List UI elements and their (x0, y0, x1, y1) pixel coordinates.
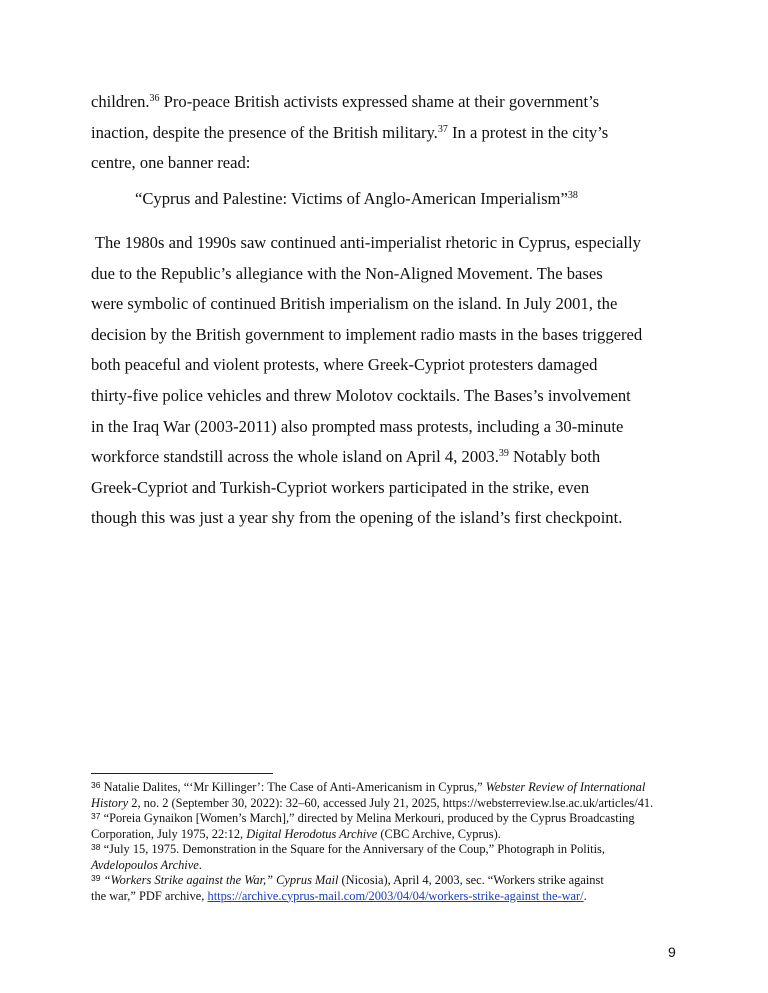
text-line: in the Iraq War (2003-2011) also prompted mass protests, including a 30-minute (91, 416, 624, 436)
text-line (91, 87, 691, 118)
text-line: centre, one banner read: (91, 153, 251, 173)
paragraph-anti-imperialism (91, 228, 691, 534)
footnote-line (91, 858, 691, 874)
text-run: Corporation, July 1975, 22:12, (91, 826, 247, 841)
footnote-line (91, 780, 691, 796)
footnote-number: 39 (91, 873, 101, 883)
text-run: 2, no. 2 (September 30, 2022): 32–60, accessed July 21, 2025, https://websterreview.lse.ac.uk/articles/41. (128, 795, 654, 810)
footnote-line (91, 889, 691, 905)
text-line: both peaceful and violent protests, where Greek-Cypriot protesters damaged (91, 355, 598, 375)
text-run-italic: “Workers Strike against the War,” Cyprus Mail (100, 873, 339, 887)
footnote-line (91, 842, 691, 858)
footnote-number: 37 (91, 811, 101, 821)
quote-text: “Cyprus and Palestine: Victims of Anglo-American Imperialism” (135, 189, 568, 208)
text-run: workforce standstill across the whole island on April 4, 2003. (91, 447, 499, 467)
footnote-ref-38[interactable]: 38 (567, 190, 578, 201)
footnotes (91, 780, 691, 904)
text-run: “July 15, 1975. Demonstration in the Square for the Anniversary of the Coup,” Photograph in Politis, (100, 842, 605, 856)
text-run-italic: Webster Review of International (485, 780, 646, 794)
text-line: Greek-Cypriot and Turkish-Cypriot workers participated in the strike, even (91, 477, 590, 497)
text-run: In a protest in the city’s (447, 122, 609, 142)
text-line: decision by the British government to implement radio masts in the bases triggered (91, 324, 643, 344)
text-run: “Poreia Gynaikon [Women’s March],” directed by Melina Merkouri, produced by the Cyprus Broadcasting (100, 811, 635, 825)
text-line: were symbolic of continued British imperialism on the island. In July 2001, the (91, 294, 618, 314)
text-line (91, 442, 691, 473)
archive-link[interactable]: https://archive.cyprus-mail.com/2003/04/04/workers-strike-against the-war/ (207, 888, 584, 903)
text-run-italic: Digital Herodotus Archive (246, 826, 378, 841)
text-run: the war,” PDF archive, (91, 888, 208, 903)
text-run: Natalie Dalites, “‘Mr Killinger’: The Case of Anti-Americanism in Cyprus,” (100, 780, 486, 794)
text-line (91, 118, 691, 149)
text-run-italic: History (91, 795, 129, 810)
text-run-italic: Avdelopoulos Archive (91, 857, 199, 872)
text-run: inaction, despite the presence of the British military. (91, 122, 438, 142)
text-line: thirty-five police vehicles and threw Molotov cocktails. The Bases’s involvement (91, 385, 631, 405)
footnote-line (91, 811, 691, 827)
footnote-38 (91, 842, 691, 873)
paragraph-protest (91, 87, 691, 179)
banner-quote (135, 189, 578, 209)
text-run: (Nicosia), April 4, 2003, sec. “Workers strike against (338, 873, 604, 887)
footnote-number: 38 (91, 842, 101, 852)
footnote-ref-36[interactable]: 36 (149, 93, 160, 104)
text-line: due to the Republic’s allegiance with the Non-Aligned Movement. The bases (91, 263, 603, 283)
text-run: . (583, 888, 587, 903)
text-run: children. (91, 92, 150, 111)
text-run: Notably both (508, 447, 601, 467)
page-number: 9 (668, 944, 676, 960)
text-line: The 1980s and 1990s saw continued anti-imperialist rhetoric in Cyprus, especially (91, 233, 641, 252)
footnote-number: 36 (91, 780, 101, 790)
footnote-ref-39[interactable]: 39 (498, 448, 509, 460)
footnote-ref-37[interactable]: 37 (437, 123, 448, 135)
text-line: though this was just a year shy from the opening of the island’s first checkpoint. (91, 508, 623, 528)
footnote-39 (91, 873, 691, 904)
text-run: . (198, 857, 202, 872)
footnote-36 (91, 780, 691, 811)
footnote-line (91, 827, 691, 843)
footnote-line (91, 873, 691, 889)
text-run: (CBC Archive, Cyprus). (377, 826, 501, 841)
text-run: Pro-peace British activists expressed shame at their government’s (159, 92, 600, 111)
footnote-divider (91, 773, 273, 774)
footnote-line (91, 796, 691, 812)
footnote-37 (91, 811, 691, 842)
